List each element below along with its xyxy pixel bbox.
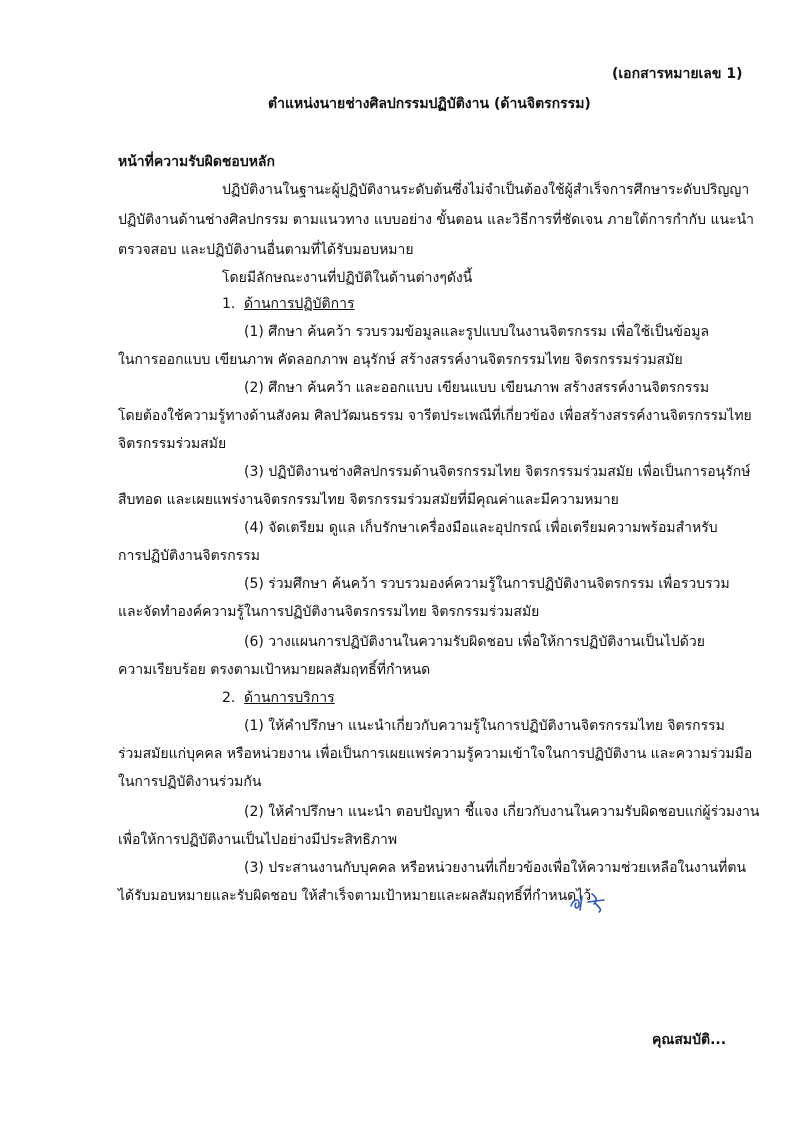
document-title: ตำแหน่งนายช่างศิลปกรรมปฏิบัติงาน (ด้านจิตรกรรม) [268,96,591,112]
list-item-line: (1) ศึกษา ค้นคว้า รวบรวมข้อมูลและรูปแบบในงานจิตรกรรม เพื่อใช้เป็นข้อมูล [244,324,710,340]
list-item-line: (4) จัดเตรียม ดูแล เก็บรักษาเครื่องมือและอุปกรณ์ เพื่อเตรียมความพร้อมสำหรับ [244,520,718,536]
section1-title: ด้านการปฏิบัติการ [244,296,355,312]
list-item-line: สืบทอด และเผยแพร่งานจิตรกรรมไทย จิตรกรรมร่วมสมัยที่มีคุณค่าและมีความหมาย [118,492,619,508]
list-item-line: (5) ร่วมศึกษา ค้นคว้า รวบรวมองค์ความรู้ในการปฏิบัติงานจิตรกรรม เพื่อรวบรวม [244,576,730,592]
document-number: (เอกสารหมายเลข 1) [612,66,743,82]
list-item-line: (3) ประสานงานกับบุคคล หรือหน่วยงานที่เกี่ยวข้องเพื่อให้ความช่วยเหลือในงานที่ตน [244,860,747,876]
handwritten-initials [568,888,612,914]
continuation-marker: คุณสมบัติ... [652,1032,727,1048]
list-item-line: และจัดทำองค์ความรู้ในการปฏิบัติงานจิตรกรรมไทย จิตรกรรมร่วมสมัย [118,604,540,620]
list-item-line: ในการออกแบบ เขียนภาพ คัดลอกภาพ อนุรักษ์ สร้างสรรค์งานจิตรกรรมไทย จิตรกรรมร่วมสมัย [118,352,683,368]
section2-number: 2. [222,690,236,706]
list-item-line: (2) ให้คำปรึกษา แนะนำ ตอบปัญหา ชี้แจง เกี่ยวกับงานในความรับผิดชอบแก่ผู้ร่วมงาน [244,804,760,820]
list-item-line: โดยต้องใช้ความรู้ทางด้านสังคม ศิลปวัฒนธรรม จารีตประเพณีที่เกี่ยวข้อง เพื่อสร้างสรรค์งานจิตรกรรมไทย [118,408,752,424]
list-item-line: จิตรกรรมร่วมสมัย [118,436,227,452]
list-item-line: ในการปฏิบัติงานร่วมกัน [118,774,262,790]
list-item-line: (1) ให้คำปรึกษา แนะนำเกี่ยวกับความรู้ในการปฏิบัติงานจิตรกรรมไทย จิตรกรรม [244,718,725,734]
list-item-line: ร่วมสมัยแก่บุคคล หรือหน่วยงาน เพื่อเป็นการเผยแพร่ความรู้ความเข้าใจในการปฏิบัติงาน และความร่วมมือ [118,746,753,762]
intro-line: ปฏิบัติงานด้านช่างศิลปกรรม ตามแนวทาง แบบอย่าง ขั้นตอน และวิธีการที่ชัดเจน ภายใต้การกำกับ แนะนำ [118,212,755,228]
features-intro: โดยมีลักษณะงานที่ปฏิบัติในด้านต่างๆดังนี้ [222,270,473,286]
list-item-line: การปฏิบัติงานจิตรกรรม [118,548,260,564]
list-item-line: เพื่อให้การปฏิบัติงานเป็นไปอย่างมีประสิทธิภาพ [118,832,398,848]
intro-line: ปฏิบัติงานในฐานะผู้ปฏิบัติงานระดับต้นซึ่งไม่จำเป็นต้องใช้ผู้สำเร็จการศึกษาระดับปริญญา [222,182,750,198]
list-item-line: (3) ปฏิบัติงานช่างศิลปกรรมด้านจิตรกรรมไทย จิตรกรรมร่วมสมัย เพื่อเป็นการอนุรักษ์ [244,464,751,480]
list-item-line: ความเรียบร้อย ตรงตามเป้าหมายผลสัมฤทธิ์ที่กำหนด [118,662,431,678]
list-item-line: (2) ศึกษา ค้นคว้า และออกแบบ เขียนแบบ เขียนภาพ สร้างสรรค์งานจิตรกรรม [244,380,710,396]
intro-line: ตรวจสอบ และปฏิบัติงานอื่นตามที่ได้รับมอบหมาย [118,242,414,258]
section1-number: 1. [222,296,236,312]
list-item-line: ได้รับมอบหมายและรับผิดชอบ ให้สำเร็จตามเป้าหมายและผลสัมฤทธิ์ที่กำหนดไว้ [118,888,592,904]
list-item-line: (6) วางแผนการปฏิบัติงานในความรับผิดชอบ เพื่อให้การปฏิบัติงานเป็นไปด้วย [244,634,705,650]
main-duty-heading: หน้าที่ความรับผิดชอบหลัก [118,154,275,170]
section2-title: ด้านการบริการ [244,690,335,706]
